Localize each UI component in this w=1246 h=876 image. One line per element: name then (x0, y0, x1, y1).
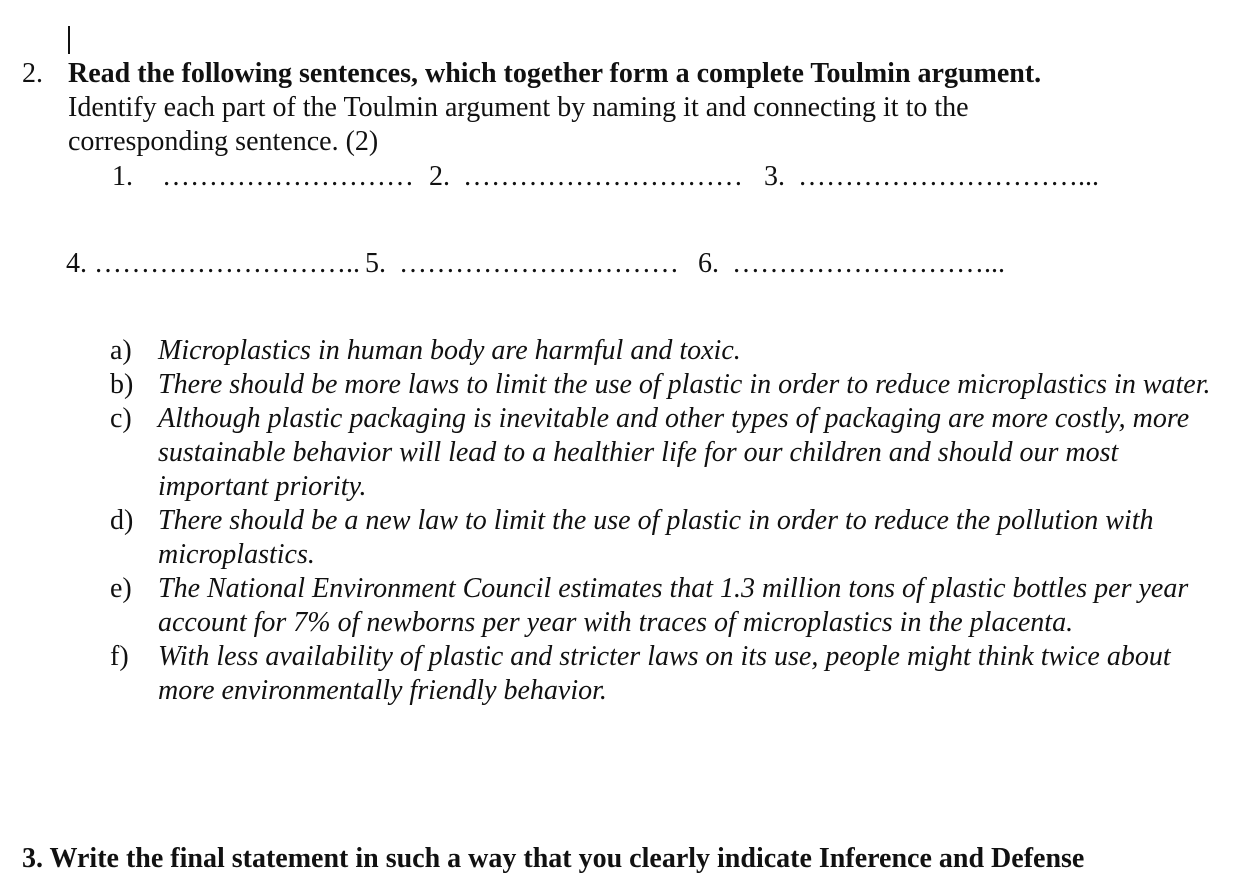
answer-slot-dots: ………………………… (463, 161, 743, 192)
option-letter: e) (110, 573, 132, 604)
option-text: The National Environment Council estimates that 1.3 million tons of plastic bottles per year account for 7% of newborns per year with traces of microplastics in the placenta. (158, 573, 1189, 638)
option-letter: f) (110, 641, 129, 672)
option-text: With less availability of plastic and stricter laws on its use, people might think twice about more environmentally friendly behavior. (158, 641, 1171, 706)
answer-slot-dots: ……………………… (162, 161, 414, 192)
option-item (110, 572, 1220, 640)
answer-slot-4[interactable] (66, 247, 360, 281)
answer-slot-label: 6. (698, 248, 719, 279)
option-letter: b) (110, 369, 134, 400)
question-block (68, 57, 1218, 159)
answer-slot-dots: ………………………... (732, 248, 1005, 279)
answer-slot-label: 2. (429, 161, 450, 192)
answer-slot-label: 1. (112, 161, 133, 192)
option-item (110, 368, 1220, 402)
option-item (110, 334, 1220, 368)
answer-slot-label: 4. (66, 248, 87, 279)
option-item (110, 402, 1220, 504)
answer-slot-label: 3. (764, 161, 785, 192)
question-instruction-line-1: Identify each part of the Toulmin argument by naming it and connecting it to the (68, 92, 969, 123)
option-item (110, 504, 1220, 572)
answer-slot-1[interactable] (112, 160, 414, 194)
answer-slot-dots: ………………………… (399, 248, 679, 279)
question-number: 2. (22, 58, 43, 89)
option-letter: c) (110, 403, 132, 434)
answer-slot-dots: ……………………….. (94, 248, 360, 279)
option-list (110, 334, 1220, 708)
answer-slot-6[interactable] (698, 247, 1005, 281)
answer-slot-dots: …………………………... (798, 161, 1099, 192)
option-letter: d) (110, 505, 134, 536)
option-text: Although plastic packaging is inevitable and other types of packaging are more costly, more sustainable behavior will lead to a healthier life for our children and should our most important priority. (158, 403, 1190, 502)
answer-slot-label: 5. (365, 248, 386, 279)
option-text: There should be a new law to limit the use of plastic in order to reduce the pollution with microplastics. (158, 505, 1154, 570)
answer-slot-3[interactable] (764, 160, 1099, 194)
option-item (110, 640, 1220, 708)
question-instruction-line-2: corresponding sentence. (2) (68, 126, 379, 157)
question-heading: Read the following sentences, which together form a complete Toulmin argument. (68, 58, 1042, 89)
option-text: Microplastics in human body are harmful and toxic. (158, 335, 741, 366)
answer-slot-2[interactable] (429, 160, 743, 194)
next-question-cutoff: 3. Write the final statement in such a way that you clearly indicate Inference and Defense (22, 843, 1085, 874)
answer-row-2 (0, 247, 1246, 283)
option-text: There should be more laws to limit the use of plastic in order to reduce microplastics in water. (158, 369, 1211, 400)
answer-slot-5[interactable] (365, 247, 679, 281)
text-cursor (68, 26, 70, 54)
option-letter: a) (110, 335, 132, 366)
answer-row-1 (0, 160, 1246, 196)
